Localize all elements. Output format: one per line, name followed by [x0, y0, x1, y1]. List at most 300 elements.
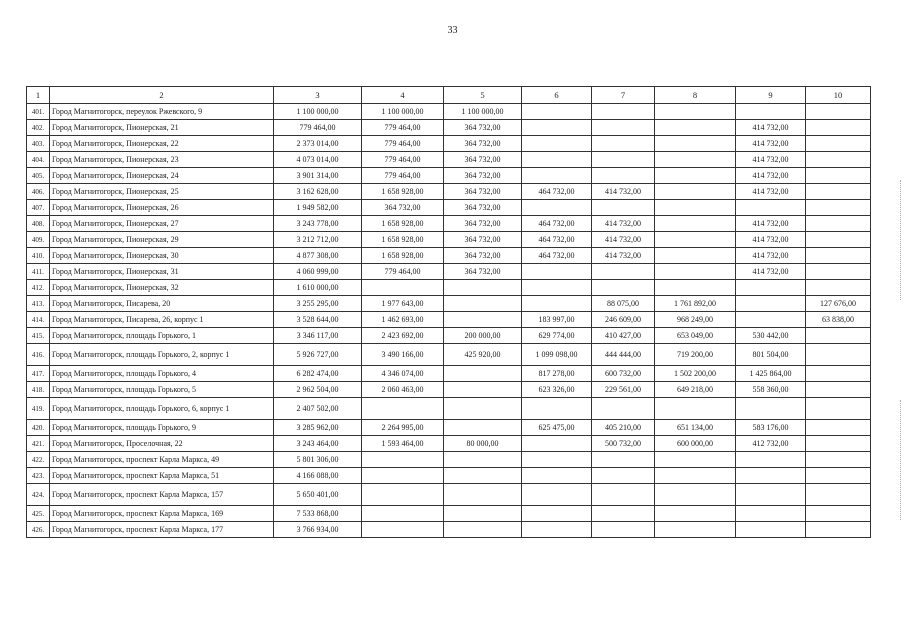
amount-cell: [655, 216, 736, 232]
page-number: 33: [447, 25, 458, 36]
amount-cell: 183 997,00: [522, 312, 592, 328]
amount-cell: 2 423 692,00: [362, 328, 444, 344]
amount-cell: 464 732,00: [522, 216, 592, 232]
amount-cell: [736, 280, 806, 296]
address-cell: Город Магнитогорск, Пионерская, 22: [50, 136, 274, 152]
amount-cell: 200 000,00: [444, 328, 522, 344]
amount-cell: 1 658 928,00: [362, 248, 444, 264]
amount-cell: 968 249,00: [655, 312, 736, 328]
table-row: [27, 296, 871, 312]
amount-cell: [806, 248, 871, 264]
amount-cell: [592, 506, 655, 522]
amount-cell: [806, 120, 871, 136]
column-header: 5: [444, 87, 522, 104]
amount-cell: 623 326,00: [522, 382, 592, 398]
column-header: 2: [50, 87, 274, 104]
column-header: 10: [806, 87, 871, 104]
total-amount-cell: 3 346 117,00: [274, 328, 362, 344]
total-amount-cell: 1 949 582,00: [274, 200, 362, 216]
amount-cell: 364 732,00: [362, 200, 444, 216]
table-row: [27, 152, 871, 168]
scan-edge-mark: [897, 400, 901, 520]
amount-cell: 600 732,00: [592, 366, 655, 382]
table-row: [27, 522, 871, 538]
amount-cell: 558 360,00: [736, 382, 806, 398]
amount-cell: 651 134,00: [655, 420, 736, 436]
table-row: [27, 382, 871, 398]
address-cell: Город Магнитогорск, Пионерская, 30: [50, 248, 274, 264]
table-row: [27, 468, 871, 484]
amount-cell: [444, 468, 522, 484]
amount-cell: [655, 232, 736, 248]
row-number: 421.: [27, 436, 50, 452]
total-amount-cell: 6 282 474,00: [274, 366, 362, 382]
amount-cell: [522, 436, 592, 452]
amount-cell: [444, 506, 522, 522]
amount-cell: [806, 452, 871, 468]
amount-cell: 414 732,00: [736, 248, 806, 264]
amount-cell: [522, 104, 592, 120]
amount-cell: 779 464,00: [362, 168, 444, 184]
table-row: [27, 120, 871, 136]
row-number: 405.: [27, 168, 50, 184]
amount-cell: 364 732,00: [444, 264, 522, 280]
amount-cell: 1 761 892,00: [655, 296, 736, 312]
total-amount-cell: 3 243 464,00: [274, 436, 362, 452]
amount-cell: [806, 468, 871, 484]
row-number: 425.: [27, 506, 50, 522]
row-number: 401.: [27, 104, 50, 120]
amount-cell: [806, 232, 871, 248]
header-row: [27, 87, 871, 104]
amount-cell: 364 732,00: [444, 248, 522, 264]
amount-cell: [655, 200, 736, 216]
amount-cell: 414 732,00: [592, 184, 655, 200]
total-amount-cell: 2 373 014,00: [274, 136, 362, 152]
amount-cell: [592, 264, 655, 280]
table-row: [27, 136, 871, 152]
row-number: 406.: [27, 184, 50, 200]
amount-cell: 364 732,00: [444, 136, 522, 152]
table-row: [27, 328, 871, 344]
total-amount-cell: 3 901 314,00: [274, 168, 362, 184]
amount-cell: 625 475,00: [522, 420, 592, 436]
amount-cell: [806, 366, 871, 382]
amount-cell: [736, 398, 806, 420]
row-number: 407.: [27, 200, 50, 216]
table-row: [27, 436, 871, 452]
amount-cell: [736, 484, 806, 506]
row-number: 408.: [27, 216, 50, 232]
column-header: 8: [655, 87, 736, 104]
total-amount-cell: 4 166 088,00: [274, 468, 362, 484]
address-cell: Город Магнитогорск, Пионерская, 26: [50, 200, 274, 216]
table-row: [27, 366, 871, 382]
amount-cell: 464 732,00: [522, 184, 592, 200]
amount-cell: 425 920,00: [444, 344, 522, 366]
amount-cell: 414 732,00: [592, 216, 655, 232]
table-row: [27, 506, 871, 522]
address-cell: Город Магнитогорск, проспект Карла Маркса, 51: [50, 468, 274, 484]
total-amount-cell: 3 285 962,00: [274, 420, 362, 436]
row-number: 418.: [27, 382, 50, 398]
amount-cell: 779 464,00: [362, 152, 444, 168]
amount-cell: 63 838,00: [806, 312, 871, 328]
address-cell: Город Магнитогорск, Писарева, 26, корпус 1: [50, 312, 274, 328]
amount-cell: [362, 484, 444, 506]
amount-cell: 1 462 693,00: [362, 312, 444, 328]
amount-cell: 364 732,00: [444, 232, 522, 248]
amount-cell: 364 732,00: [444, 216, 522, 232]
amount-cell: 464 732,00: [522, 232, 592, 248]
address-cell: Город Магнитогорск, площадь Горького, 9: [50, 420, 274, 436]
amount-cell: [655, 522, 736, 538]
total-amount-cell: 1 610 000,00: [274, 280, 362, 296]
amount-cell: 414 732,00: [592, 248, 655, 264]
amount-cell: [806, 328, 871, 344]
amount-cell: [444, 382, 522, 398]
address-cell: Город Магнитогорск, переулок Ржевского, 9: [50, 104, 274, 120]
amount-cell: [522, 168, 592, 184]
amount-cell: 414 732,00: [736, 136, 806, 152]
amount-cell: [655, 280, 736, 296]
amount-cell: [655, 152, 736, 168]
total-amount-cell: 4 073 014,00: [274, 152, 362, 168]
amount-cell: [444, 312, 522, 328]
row-number: 423.: [27, 468, 50, 484]
amount-cell: [736, 452, 806, 468]
amount-cell: 414 732,00: [736, 152, 806, 168]
amount-cell: [522, 280, 592, 296]
amount-cell: [655, 484, 736, 506]
amount-cell: [806, 184, 871, 200]
amount-cell: 1 658 928,00: [362, 184, 444, 200]
amount-cell: [655, 168, 736, 184]
address-cell: Город Магнитогорск, Пионерская, 21: [50, 120, 274, 136]
address-cell: Город Магнитогорск, проспект Карла Маркса, 49: [50, 452, 274, 468]
amount-cell: 364 732,00: [444, 152, 522, 168]
amount-cell: [806, 484, 871, 506]
amount-cell: [806, 382, 871, 398]
amount-cell: [444, 280, 522, 296]
column-header: 4: [362, 87, 444, 104]
amount-cell: 444 444,00: [592, 344, 655, 366]
amount-cell: 405 210,00: [592, 420, 655, 436]
address-cell: Город Магнитогорск, Пионерская, 31: [50, 264, 274, 280]
amount-cell: [592, 200, 655, 216]
table-row: [27, 216, 871, 232]
address-cell: Город Магнитогорск, проспект Карла Маркса, 177: [50, 522, 274, 538]
amount-cell: [444, 484, 522, 506]
address-cell: Город Магнитогорск, Пионерская, 32: [50, 280, 274, 296]
amount-cell: [362, 506, 444, 522]
amount-cell: 414 732,00: [736, 232, 806, 248]
amount-cell: [592, 452, 655, 468]
amount-cell: 500 732,00: [592, 436, 655, 452]
amount-cell: [362, 452, 444, 468]
table-row: [27, 168, 871, 184]
table-row: [27, 104, 871, 120]
amount-cell: 2 264 995,00: [362, 420, 444, 436]
address-cell: Город Магнитогорск, площадь Горького, 4: [50, 366, 274, 382]
amount-cell: [736, 312, 806, 328]
amount-cell: [522, 296, 592, 312]
amount-cell: [736, 468, 806, 484]
table-row: [27, 398, 871, 420]
amount-cell: 364 732,00: [444, 168, 522, 184]
amount-cell: [806, 280, 871, 296]
table-row: [27, 200, 871, 216]
row-number: 415.: [27, 328, 50, 344]
amount-cell: [522, 200, 592, 216]
amount-cell: 414 732,00: [736, 264, 806, 280]
amount-cell: 779 464,00: [362, 120, 444, 136]
amount-cell: [655, 248, 736, 264]
row-number: 420.: [27, 420, 50, 436]
row-number: 410.: [27, 248, 50, 264]
amount-cell: [806, 436, 871, 452]
amount-cell: [592, 168, 655, 184]
amount-cell: 719 200,00: [655, 344, 736, 366]
amount-cell: [806, 200, 871, 216]
table-row: [27, 184, 871, 200]
total-amount-cell: 3 255 295,00: [274, 296, 362, 312]
table-row: [27, 280, 871, 296]
amount-cell: [655, 136, 736, 152]
address-cell: Город Магнитогорск, Проселочная, 22: [50, 436, 274, 452]
amount-cell: [444, 420, 522, 436]
amount-cell: [592, 136, 655, 152]
amount-cell: [806, 104, 871, 120]
amount-cell: [592, 120, 655, 136]
address-cell: Город Магнитогорск, Писарева, 20: [50, 296, 274, 312]
column-header: 9: [736, 87, 806, 104]
amount-cell: [806, 152, 871, 168]
amount-cell: [444, 366, 522, 382]
amount-cell: [444, 452, 522, 468]
amount-cell: [362, 280, 444, 296]
address-cell: Город Магнитогорск, Пионерская, 25: [50, 184, 274, 200]
amount-cell: 1 593 464,00: [362, 436, 444, 452]
row-number: 416.: [27, 344, 50, 366]
amount-cell: [655, 468, 736, 484]
amount-cell: 412 732,00: [736, 436, 806, 452]
amount-cell: [736, 506, 806, 522]
amount-cell: [736, 522, 806, 538]
amount-cell: 801 504,00: [736, 344, 806, 366]
amount-cell: 629 774,00: [522, 328, 592, 344]
amount-cell: 88 075,00: [592, 296, 655, 312]
amount-cell: 1 100 000,00: [444, 104, 522, 120]
amount-cell: [522, 522, 592, 538]
amount-cell: 779 464,00: [362, 264, 444, 280]
amount-cell: [522, 120, 592, 136]
total-amount-cell: 1 100 000,00: [274, 104, 362, 120]
row-number: 404.: [27, 152, 50, 168]
address-cell: Город Магнитогорск, площадь Горького, 1: [50, 328, 274, 344]
address-cell: Город Магнитогорск, площадь Горького, 6, корпус 1: [50, 398, 274, 420]
scan-edge-mark: [897, 180, 901, 300]
amount-cell: [592, 104, 655, 120]
amount-cell: 600 000,00: [655, 436, 736, 452]
table-row: [27, 452, 871, 468]
amount-cell: [806, 420, 871, 436]
amount-cell: [522, 136, 592, 152]
amount-cell: [592, 152, 655, 168]
amount-cell: [736, 296, 806, 312]
amount-cell: 414 732,00: [592, 232, 655, 248]
amount-cell: [592, 468, 655, 484]
row-number: 426.: [27, 522, 50, 538]
row-number: 417.: [27, 366, 50, 382]
amount-cell: [655, 398, 736, 420]
column-header: 3: [274, 87, 362, 104]
total-amount-cell: 7 533 868,00: [274, 506, 362, 522]
address-cell: Город Магнитогорск, площадь Горького, 5: [50, 382, 274, 398]
amount-cell: 364 732,00: [444, 200, 522, 216]
total-amount-cell: 3 528 644,00: [274, 312, 362, 328]
total-amount-cell: 4 060 999,00: [274, 264, 362, 280]
amount-cell: [655, 506, 736, 522]
address-cell: Город Магнитогорск, проспект Карла Маркса, 157: [50, 484, 274, 506]
row-number: 422.: [27, 452, 50, 468]
total-amount-cell: 5 926 727,00: [274, 344, 362, 366]
amount-cell: 229 561,00: [592, 382, 655, 398]
amount-cell: [444, 522, 522, 538]
row-number: 412.: [27, 280, 50, 296]
amount-cell: [362, 468, 444, 484]
amount-cell: [806, 344, 871, 366]
amount-cell: 414 732,00: [736, 168, 806, 184]
amount-cell: 530 442,00: [736, 328, 806, 344]
budget-table: [26, 86, 871, 538]
amount-cell: 3 490 166,00: [362, 344, 444, 366]
total-amount-cell: 3 212 712,00: [274, 232, 362, 248]
amount-cell: [522, 506, 592, 522]
amount-cell: [806, 398, 871, 420]
amount-cell: [806, 506, 871, 522]
table-row: [27, 248, 871, 264]
amount-cell: 364 732,00: [444, 184, 522, 200]
total-amount-cell: 5 650 401,00: [274, 484, 362, 506]
table-row: [27, 344, 871, 366]
table-row: [27, 264, 871, 280]
amount-cell: 364 732,00: [444, 120, 522, 136]
amount-cell: 4 346 074,00: [362, 366, 444, 382]
amount-cell: 649 218,00: [655, 382, 736, 398]
amount-cell: [806, 522, 871, 538]
total-amount-cell: 2 962 504,00: [274, 382, 362, 398]
table-row: [27, 420, 871, 436]
amount-cell: 1 502 200,00: [655, 366, 736, 382]
row-number: 413.: [27, 296, 50, 312]
total-amount-cell: 4 877 308,00: [274, 248, 362, 264]
total-amount-cell: 779 464,00: [274, 120, 362, 136]
amount-cell: 1 658 928,00: [362, 216, 444, 232]
amount-cell: 464 732,00: [522, 248, 592, 264]
amount-cell: 414 732,00: [736, 216, 806, 232]
total-amount-cell: 2 407 502,00: [274, 398, 362, 420]
amount-cell: 80 000,00: [444, 436, 522, 452]
address-cell: Город Магнитогорск, Пионерская, 24: [50, 168, 274, 184]
address-cell: Город Магнитогорск, проспект Карла Маркса, 169: [50, 506, 274, 522]
amount-cell: [522, 468, 592, 484]
amount-cell: [806, 216, 871, 232]
amount-cell: [655, 452, 736, 468]
column-header: 6: [522, 87, 592, 104]
row-number: 409.: [27, 232, 50, 248]
amount-cell: [655, 184, 736, 200]
column-header: 1: [27, 87, 50, 104]
amount-cell: [806, 168, 871, 184]
row-number: 419.: [27, 398, 50, 420]
amount-cell: [806, 264, 871, 280]
row-number: 424.: [27, 484, 50, 506]
address-cell: Город Магнитогорск, Пионерская, 23: [50, 152, 274, 168]
amount-cell: [592, 398, 655, 420]
amount-cell: 246 609,00: [592, 312, 655, 328]
row-number: 403.: [27, 136, 50, 152]
address-cell: Город Магнитогорск, Пионерская, 27: [50, 216, 274, 232]
amount-cell: 1 658 928,00: [362, 232, 444, 248]
amount-cell: [806, 136, 871, 152]
amount-cell: [592, 484, 655, 506]
amount-cell: [736, 200, 806, 216]
address-cell: Город Магнитогорск, Пионерская, 29: [50, 232, 274, 248]
row-number: 411.: [27, 264, 50, 280]
total-amount-cell: 3 162 628,00: [274, 184, 362, 200]
amount-cell: [522, 398, 592, 420]
amount-cell: [444, 296, 522, 312]
amount-cell: [592, 522, 655, 538]
amount-cell: 1 425 864,00: [736, 366, 806, 382]
amount-cell: [522, 152, 592, 168]
amount-cell: [522, 264, 592, 280]
amount-cell: [362, 522, 444, 538]
amount-cell: 414 732,00: [736, 120, 806, 136]
amount-cell: [655, 120, 736, 136]
amount-cell: 583 176,00: [736, 420, 806, 436]
amount-cell: [736, 104, 806, 120]
total-amount-cell: 3 243 778,00: [274, 216, 362, 232]
row-number: 402.: [27, 120, 50, 136]
amount-cell: 1 977 643,00: [362, 296, 444, 312]
table-header: [27, 87, 871, 104]
amount-cell: [444, 398, 522, 420]
amount-cell: 410 427,00: [592, 328, 655, 344]
amount-cell: 2 060 463,00: [362, 382, 444, 398]
table-row: [27, 312, 871, 328]
table-row: [27, 232, 871, 248]
amount-cell: 1 099 098,00: [522, 344, 592, 366]
total-amount-cell: 5 801 306,00: [274, 452, 362, 468]
amount-cell: 779 464,00: [362, 136, 444, 152]
amount-cell: [522, 452, 592, 468]
total-amount-cell: 3 766 934,00: [274, 522, 362, 538]
column-header: 7: [592, 87, 655, 104]
table-body: [27, 104, 871, 538]
amount-cell: 127 676,00: [806, 296, 871, 312]
amount-cell: 817 278,00: [522, 366, 592, 382]
amount-cell: [522, 484, 592, 506]
amount-cell: [592, 280, 655, 296]
row-number: 414.: [27, 312, 50, 328]
amount-cell: [362, 398, 444, 420]
amount-cell: 414 732,00: [736, 184, 806, 200]
amount-cell: 653 049,00: [655, 328, 736, 344]
amount-cell: 1 100 000,00: [362, 104, 444, 120]
amount-cell: [655, 104, 736, 120]
